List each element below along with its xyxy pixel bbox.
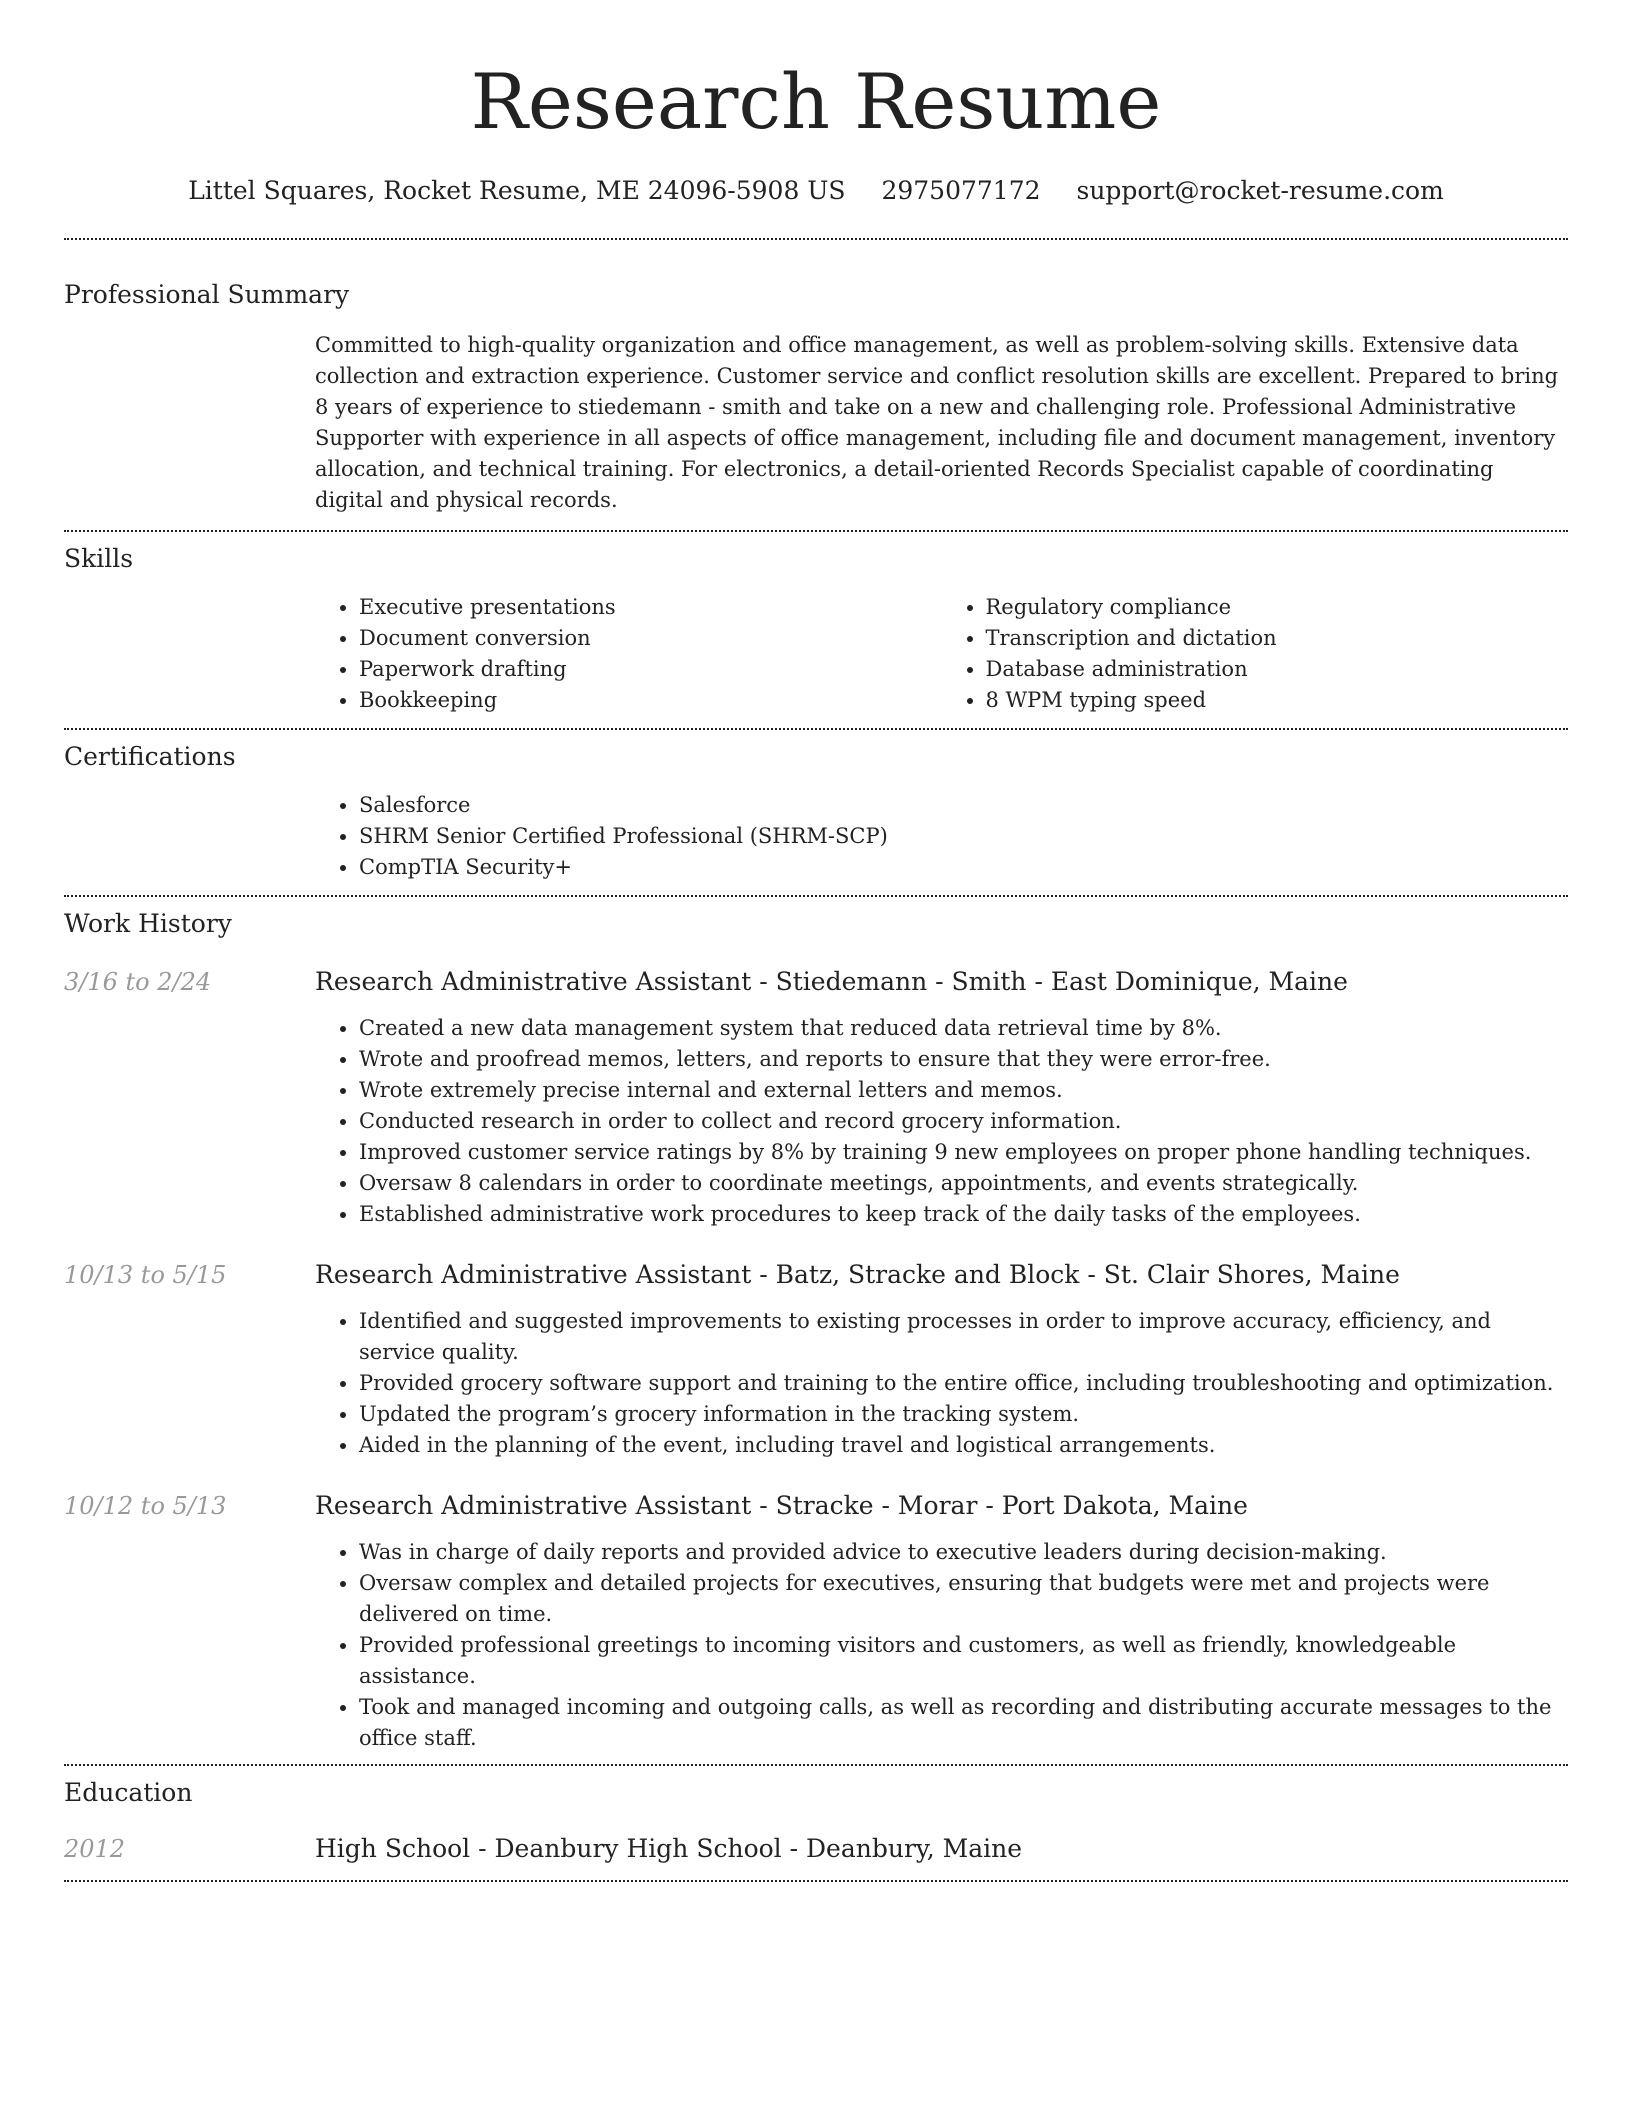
job-bullet: • Wrote and proofread memos, letters, and reports to ensure that they were error-free. — [359, 1044, 1568, 1075]
skills-section — [64, 532, 1568, 716]
summary-section — [64, 240, 1568, 516]
job-title: Research Administrative Assistant - Batz, Stracke and Block - St. Clair Shores, Maine — [315, 1260, 1400, 1289]
resume-page — [64, 0, 1568, 1882]
job-entry — [64, 1258, 1568, 1461]
job-bullet: • Improved customer service ratings by 8% by training 9 new employees on proper phone handling techniques. — [359, 1137, 1568, 1168]
job-bullet: • Was in charge of daily reports and provided advice to executive leaders during decision-making. — [359, 1537, 1568, 1568]
skill-item: • Document conversion — [359, 623, 942, 654]
skill-item: • Transcription and dictation — [986, 623, 1569, 654]
skill-item: • Bookkeeping — [359, 685, 942, 716]
job-bullet: • Provided professional greetings to incoming visitors and customers, as well as friendly, knowledgeable assistance. — [359, 1630, 1568, 1692]
job-bullets — [315, 1537, 1568, 1754]
certification-item: • SHRM Senior Certified Professional (SHRM-SCP) — [359, 821, 1568, 852]
education-heading: Education — [64, 1778, 193, 1807]
job-date: 3/16 to 2/24 — [64, 968, 212, 996]
education-entry — [64, 1832, 1568, 1866]
contact-phone: 2975077172 — [881, 176, 1041, 205]
job-header — [64, 1489, 1568, 1523]
certifications-heading: Certifications — [64, 742, 236, 771]
job-bullet: • Oversaw 8 calendars in order to coordinate meetings, appointments, and events strategically. — [359, 1168, 1568, 1199]
job-bullet: • Updated the program’s grocery information in the tracking system. — [359, 1399, 1568, 1430]
certification-item: • CompTIA Security+ — [359, 852, 1568, 883]
skill-item: • Paperwork drafting — [359, 654, 942, 685]
certification-item: • Salesforce — [359, 790, 1568, 821]
summary-content — [315, 330, 1568, 516]
certifications-content — [315, 790, 1568, 883]
job-bullet: • Oversaw complex and detailed projects for executives, ensuring that budgets were met and projects were delivered on time. — [359, 1568, 1568, 1630]
job-bullet: • Aided in the planning of the event, including travel and logistical arrangements. — [359, 1430, 1568, 1461]
job-bullet: • Created a new data management system that reduced data retrieval time by 8%. — [359, 1013, 1568, 1044]
job-bullet: • Took and managed incoming and outgoing calls, as well as recording and distributing accurate messages to the office staff. — [359, 1692, 1568, 1754]
work-heading: Work History — [64, 909, 232, 938]
skills-grid — [315, 592, 1568, 716]
job-bullet: • Provided grocery software support and training to the entire office, including troubleshooting and optimization. — [359, 1368, 1568, 1399]
job-entry — [64, 965, 1568, 1230]
education-title: High School - Deanbury High School - Deanbury, Maine — [315, 1834, 1022, 1863]
job-bullets — [315, 1306, 1568, 1461]
job-title: Research Administrative Assistant - Stiedemann - Smith - East Dominique, Maine — [315, 967, 1348, 996]
skill-item: • Database administration — [986, 654, 1569, 685]
certifications-section — [64, 730, 1568, 883]
summary-text: Committed to high-quality organization and office management, as well as problem-solving skills. Extensive data collection and extraction experience. Customer service and conflict resolution skills are excellent. Prepared to bring 8 years of experience to stiedemann - smith and take on a new and challenging role. Professional Administrative Supporter with experience in all aspects of office management, including file and document management, inventory allocation, and technical training. For electronics, a detail-oriented Records Specialist capable of coordinating digital and physical records. — [315, 333, 1559, 512]
education-section — [64, 1766, 1568, 1866]
skill-item: • Regulatory compliance — [986, 592, 1569, 623]
section-divider — [64, 1880, 1568, 1882]
contact-email: support@rocket-resume.com — [1076, 176, 1444, 205]
job-header — [64, 1258, 1568, 1292]
job-bullets — [315, 1013, 1568, 1230]
job-bullet: • Wrote extremely precise internal and external letters and memos. — [359, 1075, 1568, 1106]
job-date: 10/13 to 5/15 — [64, 1261, 227, 1289]
job-header — [64, 965, 1568, 999]
education-date: 2012 — [64, 1835, 126, 1863]
job-bullet: • Established administrative work procedures to keep track of the daily tasks of the employees. — [359, 1199, 1568, 1230]
skill-item: • Executive presentations — [359, 592, 942, 623]
work-section — [64, 897, 1568, 1754]
job-bullet: • Conducted research in order to collect and record grocery information. — [359, 1106, 1568, 1137]
certifications-list — [315, 790, 1568, 883]
contact-address: Littel Squares, Rocket Resume, ME 24096-5908 US — [188, 176, 846, 205]
contact-line — [64, 174, 1568, 208]
skills-list-right — [942, 592, 1569, 716]
skill-item: • 8 WPM typing speed — [986, 685, 1569, 716]
job-entry — [64, 1489, 1568, 1754]
skills-list-left — [315, 592, 942, 716]
resume-title: Research Resume — [470, 57, 1162, 146]
job-bullet: • Identified and suggested improvements to existing processes in order to improve accuracy, efficiency, and service quality. — [359, 1306, 1568, 1368]
job-date: 10/12 to 5/13 — [64, 1492, 227, 1520]
job-title: Research Administrative Assistant - Stracke - Morar - Port Dakota, Maine — [315, 1491, 1248, 1520]
skills-heading: Skills — [64, 544, 134, 573]
summary-heading: Professional Summary — [64, 280, 350, 309]
